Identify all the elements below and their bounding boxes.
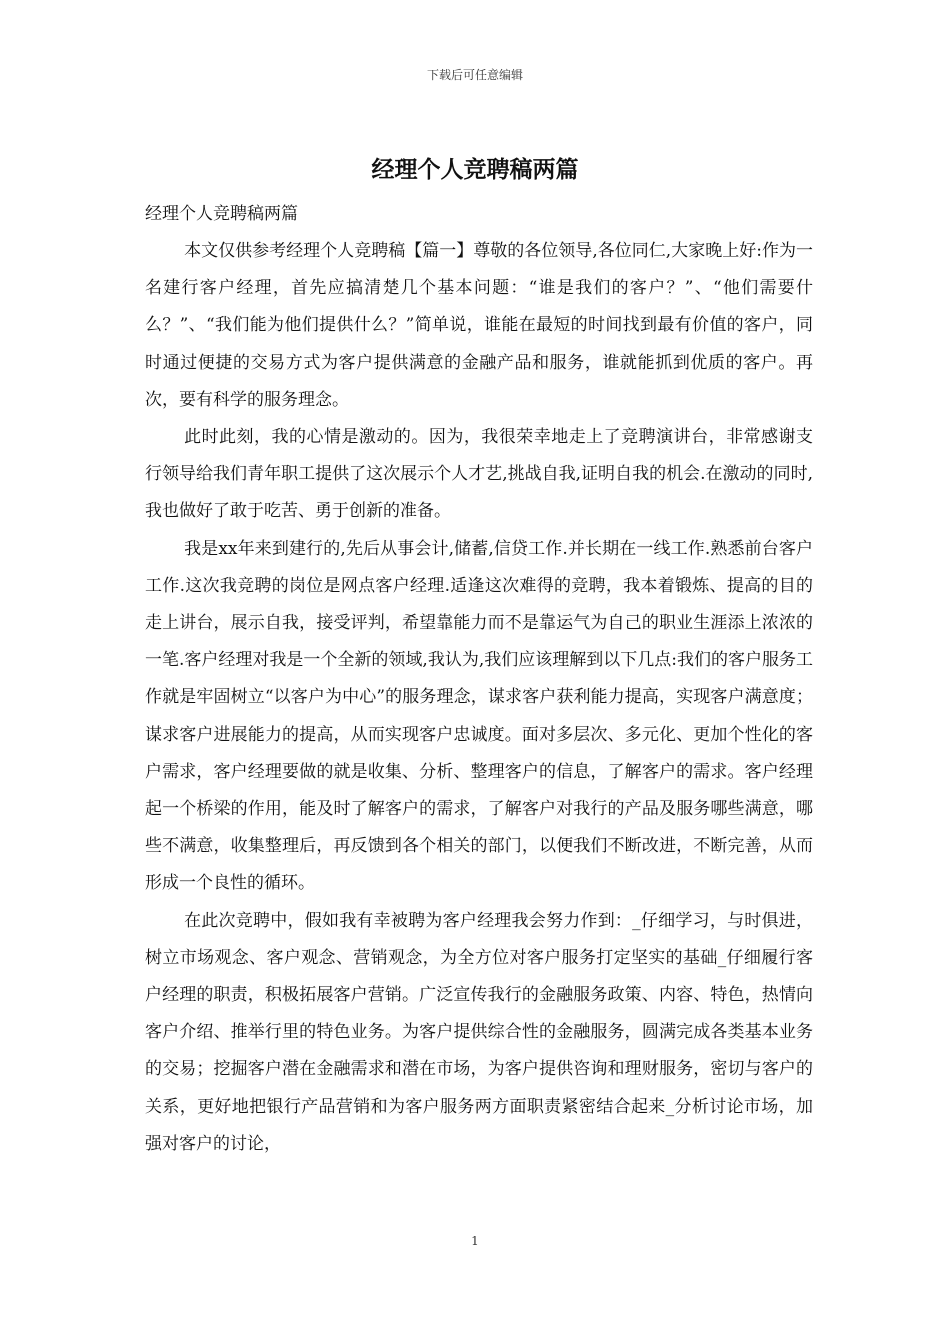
document-body bbox=[145, 233, 813, 1163]
paragraph-1: 本文仅供参考经理个人竞聘稿【篇一】尊敬的各位领导,各位同仁,大家晚上好:作为一名建行客户经理，首先应搞清楚几个基本问题：“谁是我们的客户？”、“他们需要什么？”、“我们能为他们提供什么？”简单说，谁能在最短的时间找到最有价值的客户，同时通过便捷的交易方式为客户提供满意的金融产品和服务，谁就能抓到优质的客户。再次，要有科学的服务理念。 bbox=[145, 241, 813, 410]
document-title: 经理个人竞聘稿两篇 bbox=[371, 156, 579, 183]
paragraph-3: 我是xx年来到建行的,先后从事会计,储蓄,信贷工作.并长期在一线工作.熟悉前台客户工作.这次我竞聘的岗位是网点客户经理.适逢这次难得的竞聘，我本着锻炼、提高的目的走上讲台，展示自我，接受评判，希望靠能力而不是靠运气为自己的职业生涯添上浓浓的一笔.客户经理对我是一个全新的领域,我认为,我们应该理解到以下几点:我们的客户服务工作就是牢固树立“以客户为中心”的服务理念，谋求客户获利能力提高，实现客户满意度；谋求客户进展能力的提高，从而实现客户忠诚度。面对多层次、多元化、更加个性化的客户需求，客户经理要做的就是收集、分析、整理客户的信息，了解客户的需求。客户经理起一个桥梁的作用，能及时了解客户的需求，了解客户对我行的产品及服务哪些满意，哪些不满意，收集整理后，再反馈到各个相关的部门，以便我们不断改进，不断完善，从而形成一个良性的循环。 bbox=[145, 538, 813, 894]
paragraph-4: 在此次竞聘中，假如我有幸被聘为客户经理我会努力作到：_仔细学习，与时俱进，树立市场观念、客户观念、营销观念，为全方位对客户服务打定坚实的基础_仔细履行客户经理的职责，积极拓展客户营销。广泛宣传我行的金融服务政策、内容、特色，热情向客户介绍、推举行里的特色业务。为客户提供综合性的金融服务，圆满完成各类基本业务的交易；挖掘客户潜在金融需求和潜在市场，为客户提供咨询和理财服务，密切与客户的关系，更好地把银行产品营销和为客户服务两方面职责紧密结合起来_分析讨论市场，加强对客户的讨论， bbox=[145, 910, 813, 1154]
document-subtitle: 经理个人竞聘稿两篇 bbox=[145, 204, 298, 224]
page-header-note: 下载后可任意编辑 bbox=[426, 68, 523, 82]
page-number: 1 bbox=[471, 1234, 479, 1248]
paragraph-2: 此时此刻，我的心情是激动的。因为，我很荣幸地走上了竞聘演讲台，非常感谢支行领导给我们青年职工提供了这次展示个人才艺,挑战自我,证明自我的机会.在激动的同时,我也做好了敢于吃苦、勇于创新的准备。 bbox=[145, 427, 813, 522]
